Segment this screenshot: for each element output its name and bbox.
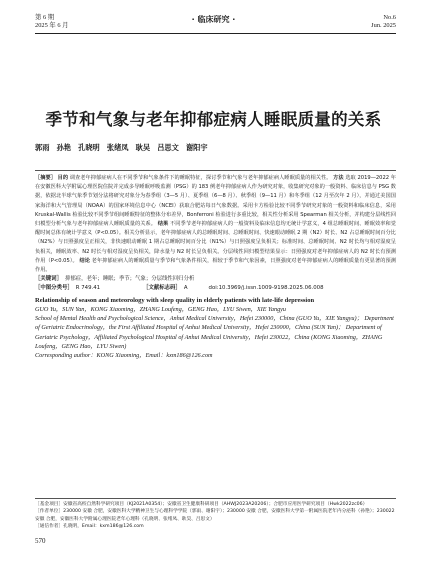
- affiliation-note: ［作者单位］230000 安徽 合肥，安徽医科大学精神卫生与心理科学学院（郭雨、谢阳宇）；230000 安徽 合肥，安徽医科大学第一附属医院老年内分泌科（孙艳）；230022 安徽 合肥，安徽医科大学附属心理医院老年心理科（孔晓明、张绪凤、耿昊、吕思文）: [35, 509, 395, 522]
- doc-code: A: [183, 284, 188, 291]
- english-abstract: [35, 296, 396, 360]
- fund-note: ［基金项目］安徽省高校自然科学研究项目（KJ2021A0354）；安徽省卫生健康科研项目（AHWJ2023A20206）；合肥市应用医学研究项目（Hwk2022zc06）: [35, 502, 368, 507]
- clc: R 749.41: [75, 284, 101, 291]
- classification-row: [35, 284, 396, 293]
- english-authors: GUO Yu，SUN Yan，KONG Xiaoming，ZHANG Loufeng，GENG Hao，LYU Siwen，XIE Yangyu: [35, 306, 287, 314]
- doc-label: ［文献标志码］: [143, 284, 181, 291]
- keywords-label: ［关键词］: [35, 276, 62, 283]
- results-text: 不同季节老年抑郁症病人的一般资料及临床信息均无统计学意义，4 组总睡眠时间、睡眠效率和觉醒时间总体有统计学意义（P<0.05）。相关分析显示，老年抑郁症病人的总睡眠时间、总睡眠时间、快速眼动睡眠 2 期（N2）时长、N2 占总睡眠时间百分比（N2%）与日照强度呈正相关，非快速眼动睡眠 1 期占总睡眠时间百分比（N1%）与日照强度呈负相关；标准时间、总睡眠时间、N2 时长均与相对湿度呈负相关，睡眠效率、N2 时长与相对湿度呈负相关，降水量与 N2 时长呈负相关。分层线性回归模型结果显示：日照强度对老年抑郁症病人的 N2 时长有预测作用（P<0.05）。: [35, 221, 396, 264]
- page-number: 570: [35, 537, 46, 545]
- article-title: 季节和气象与老年抑郁症病人睡眠质量的关系: [45, 110, 382, 129]
- english-corresponding: Corresponding author：KONG Xiaoming，Email：kxm186@126.com: [35, 351, 213, 359]
- footnote-rule: [35, 498, 396, 499]
- date-en: Jun. 2025: [371, 22, 396, 29]
- conclusion-text: 老年抑郁症病人的睡眠质量与季节和气象条件相关，相较于季节和气象因素，日照强度对老年抑郁症病人的睡眠质量有更显著的预测作用。: [35, 257, 396, 274]
- footnote-block: [35, 498, 396, 531]
- english-affil-3: Department of Geriatric Psychology，Affiliated Psychological Hospital of Anhui Medical University，Hefei 230022，China (KONG Xiaoming，ZHANG Loufeng，GENG Hao，LYU Siwen): [35, 324, 383, 350]
- english-affil-1: School of Mental Health and Psychological Science，Anhui Medical University，Hefei 230000，China (GUO Yu，XIE Yangyu)；: [35, 315, 363, 323]
- corresponding-note: ［通信作者］孔晓明，Email：kxm186@126.com: [35, 524, 144, 530]
- date-cn: 2025 年 6 月: [35, 22, 69, 29]
- objective-label: 目的: [57, 175, 69, 181]
- results-label: 结果: [157, 221, 169, 228]
- author-list: 郭雨 孙艳 孔晓明 张绪凤 耿吴 吕思文 谢阳宇: [35, 143, 208, 152]
- keywords: 抑郁症，老年；睡眠；季节；气象；分层线性回归分析: [64, 276, 195, 283]
- column-label: · 临床研究 ·: [191, 15, 236, 24]
- header-rule: [35, 33, 396, 34]
- clc-label: ［中图分类号］: [35, 284, 73, 291]
- issue-en: No.6: [383, 14, 396, 21]
- article-meta: [35, 275, 396, 292]
- methods-label: 方法: [333, 175, 344, 181]
- abstract-block: [35, 170, 396, 360]
- keywords-row: [35, 275, 396, 284]
- doi[interactable]: doi:10.3969/j.issn.1009-9198.2025.06.008: [208, 284, 324, 291]
- english-title: Relationship of season and meteorology with sleep quality in elderly patients with late-life depression: [35, 297, 315, 305]
- journal-header: [0, 0, 427, 60]
- issue-cn: 第 6 期: [35, 14, 55, 21]
- objective-text: 调查老年抑郁症病人在不同季节和气象条件下的睡眠特征，探讨季节和气象与老年抑郁症病人睡眠质量的相关性。: [69, 175, 332, 181]
- english-affil-2: Department of Geriatric Endocrinology，the First Affiliated Hospital of Anhui Medical University，Hefei 230000，China (SUN Yan)；: [35, 315, 394, 332]
- abstract-text: [35, 174, 396, 275]
- methods-text: 选取 2019—2022 年在安徽医科大学附属心理医院住院并完成多导睡眠呼吸监测（PSG）的 183 例老年抑郁症病人作为研究对象，收集研究对象的一般资料、临床信息与 PSG 数据，依据北半球气象季节划分法将研究对象分为春季组（3—5 月）、夏季组（6—8 月）、秋季组（9—11 月）和冬季组（12 月至次年 2 月），并通过美国国家海洋和大气管理局（NOAA）的国家环境信息中心（NCEI）获取合肥站每日气象数据。采用卡方检验比较不同季节研究对象的一般资料和临床信息，采用 Kruskal-Wallis 检验比较不同季节组间睡眠特征的整体分布差异，Bonferroni 检验进行多重比较，相关性分析采用 Spearman 相关分析，并构建分层线性回归模型分析气象与老年抑郁症病人睡眠质量的关系。: [35, 175, 396, 228]
- abstract-rule: [35, 170, 396, 171]
- abstract-label: ［摘要］: [35, 175, 56, 181]
- conclusion-label: 结论: [79, 257, 90, 264]
